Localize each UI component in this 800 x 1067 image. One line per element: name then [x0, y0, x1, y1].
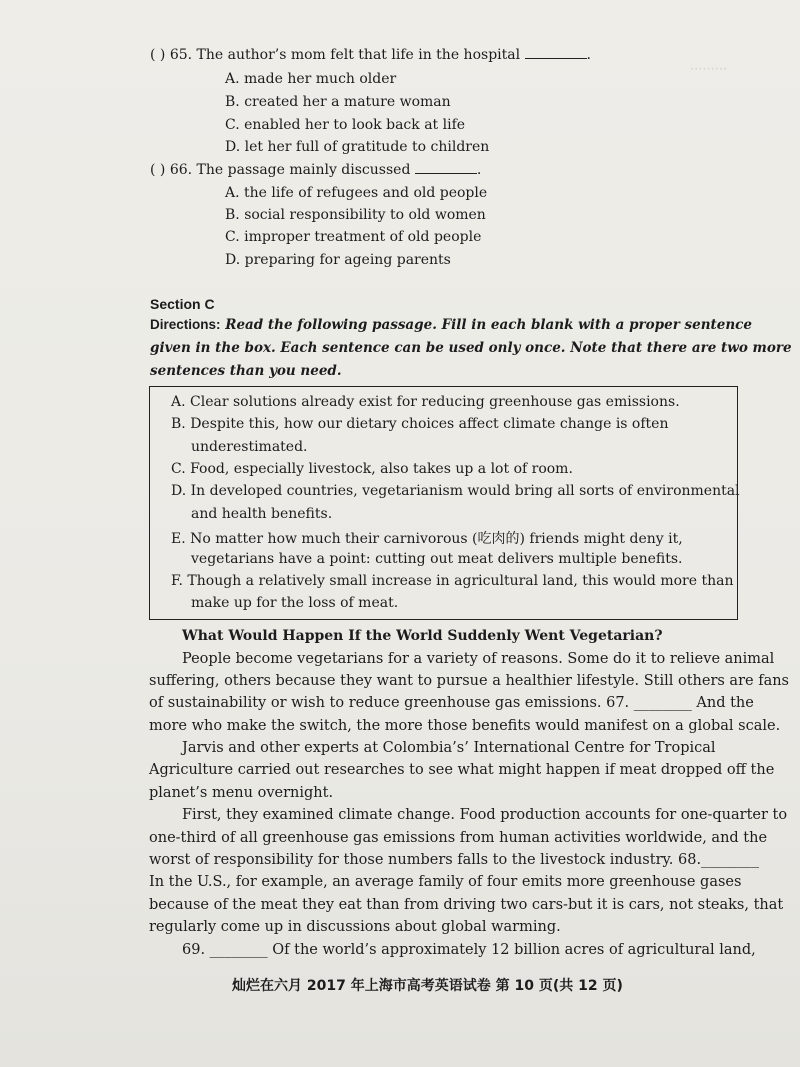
- passage-line-blank-69[interactable]: 69. ________ Of the world’s approximately 12 billion acres of agricultural land,: [182, 942, 756, 958]
- q66-option-a[interactable]: A. the life of refugees and old people: [225, 185, 488, 201]
- box-option-d: D. In developed countries, vegetarianism would bring all sorts of environmental: [171, 483, 740, 499]
- directions-line-2: given in the box. Each sentence can be used only once. Note that there are two more: [150, 340, 792, 356]
- box-option-e-cont: vegetarians have a point: cutting out meat delivers multiple benefits.: [191, 551, 683, 567]
- passage-line: People become vegetarians for a variety of reasons. Some do it to relieve animal: [182, 651, 775, 667]
- passage-line: regularly come up in discussions about global warming.: [149, 919, 561, 935]
- q66-answer-blank[interactable]: [415, 173, 477, 174]
- box-option-e: E. No matter how much their carnivorous (吃肉的) friends might deny it,: [171, 531, 683, 547]
- q65-option-c[interactable]: C. enabled her to look back at life: [225, 117, 466, 133]
- q66-number: ( ) 66.: [150, 162, 193, 178]
- passage-line: because of the meat they eat than from driving two cars-but it is cars, not steaks, that: [149, 897, 784, 913]
- sentence-options-box: [149, 386, 738, 620]
- directions-line-1: Directions: Read the following passage. Fill in each blank with a proper sentence: [150, 317, 752, 333]
- q66-stem: ( ) 66. The passage mainly discussed .: [150, 162, 482, 178]
- q65-option-d[interactable]: D. let her full of gratitude to children: [225, 139, 490, 155]
- passage-line-blank-68[interactable]: worst of responsibility for those numbers falls to the livestock industry. 68.________: [149, 852, 760, 868]
- q66-text: The passage mainly discussed: [196, 162, 411, 178]
- passage-line-blank-67[interactable]: of sustainability or wish to reduce greenhouse gas emissions. 67. ________ And the: [149, 695, 754, 711]
- q66-option-b[interactable]: B. social responsibility to old women: [225, 207, 486, 223]
- section-title: Section C: [150, 296, 215, 312]
- q66-option-c[interactable]: C. improper treatment of old people: [225, 229, 482, 245]
- passage-line: Agriculture carried out researches to see what might happen if meat dropped off the: [149, 762, 775, 778]
- q65-stem: ( ) 65. The author’s mom felt that life in the hospital .: [150, 47, 591, 63]
- passage-line: planet’s menu overnight.: [149, 785, 334, 801]
- q66-option-d[interactable]: D. preparing for ageing parents: [225, 252, 451, 268]
- bleed-through: ·········: [690, 62, 728, 77]
- box-option-a: A. Clear solutions already exist for reducing greenhouse gas emissions.: [171, 394, 680, 410]
- passage-line: one-third of all greenhouse gas emissions from human activities worldwide, and the: [149, 830, 768, 846]
- q65-answer-blank[interactable]: [525, 58, 587, 59]
- directions-label: Directions:: [150, 317, 221, 332]
- passage-line: Jarvis and other experts at Colombia’s’ International Centre for Tropical: [182, 740, 716, 756]
- passage-line: suffering, others because they want to pursue a healthier lifestyle. Still others are fans: [149, 673, 789, 689]
- box-option-f-cont: make up for the loss of meat.: [191, 595, 399, 611]
- page-footer: 灿烂在六月 2017 年上海市高考英语试卷 第 10 页(共 12 页): [232, 978, 623, 994]
- passage-line: more who make the switch, the more those benefits would manifest on a global scale.: [149, 718, 781, 734]
- passage-line: In the U.S., for example, an average family of four emits more greenhouse gases: [149, 874, 742, 890]
- directions-line-3: sentences than you need.: [150, 363, 342, 379]
- box-option-d-cont: and health benefits.: [191, 506, 333, 522]
- q65-option-a[interactable]: A. made her much older: [225, 71, 397, 87]
- passage-title: What Would Happen If the World Suddenly Went Vegetarian?: [182, 628, 663, 644]
- passage-line: First, they examined climate change. Food production accounts for one-quarter to: [182, 807, 788, 823]
- q65-option-b[interactable]: B. created her a mature woman: [225, 94, 451, 110]
- box-option-f: F. Though a relatively small increase in agricultural land, this would more than: [171, 573, 734, 589]
- box-option-b-cont: underestimated.: [191, 439, 308, 455]
- q65-text: The author’s mom felt that life in the hospital: [196, 47, 521, 63]
- box-option-b: B. Despite this, how our dietary choices affect climate change is often: [171, 416, 669, 432]
- q65-number: ( ) 65.: [150, 47, 193, 63]
- box-option-c: C. Food, especially livestock, also takes up a lot of room.: [171, 461, 573, 477]
